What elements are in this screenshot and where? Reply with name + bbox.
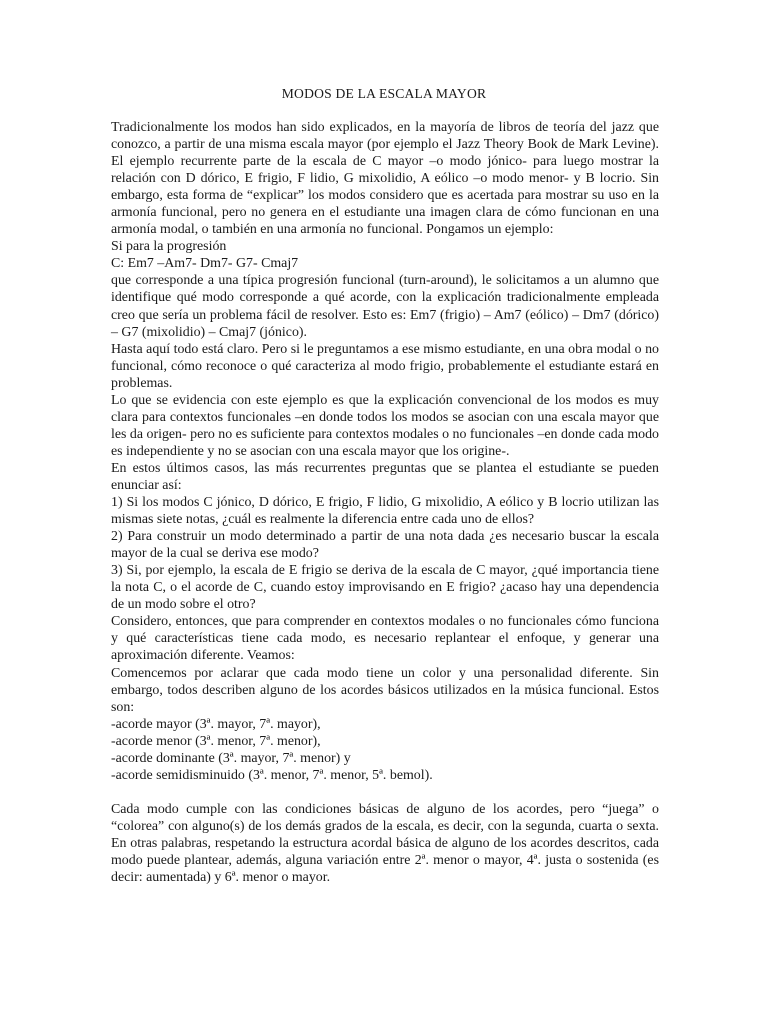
- paragraph-mode-variations: Cada modo cumple con las condiciones básicas de alguno de los acordes, pero “juega” o “colorea” con alguno(s) de los demás grados de la escala, es decir, con la segunda, cuarta o sexta. En otras palabras, respetando la estructura acordal básica de alguno de los acordes descritos, cada modo puede plantear, además, alguna variación entre 2ª. menor o mayor, 4ª. justa o sostenida (es decir: aumentada) y 6ª. menor o mayor.: [111, 801, 659, 886]
- chord-progression-line: C: Em7 –Am7- Dm7- G7- Cmaj7: [111, 256, 299, 272]
- document-title: MODOS DE LA ESCALA MAYOR: [281, 86, 487, 101]
- paragraph-questions-intro: En estos últimos casos, las más recurrentes preguntas que se plantea el estudiante se pueden enunciar así:: [111, 460, 659, 493]
- chord-type-dominant: -acorde dominante (3ª. mayor, 7ª. menor) y: [111, 750, 351, 766]
- paragraph-spacer: [111, 784, 659, 801]
- chord-type-major: -acorde mayor (3ª. mayor, 7ª. mayor),: [111, 716, 321, 732]
- paragraph-new-approach: Considero, entonces, que para comprender en contextos modales o no funcionales cómo funciona y qué características tiene cada modo, es necesario replantear el enfoque, y generar una aproximación diferente. Veamos:: [111, 614, 659, 664]
- chord-type-half-diminished: -acorde semidisminuido (3ª. menor, 7ª. menor, 5ª. bemol).: [111, 767, 433, 783]
- question-2: 2) Para construir un modo determinado a partir de una nota dada ¿es necesario buscar la escala mayor de la cual se deriva ese modo?: [111, 529, 659, 562]
- paragraph-conventional-explanation: Lo que se evidencia con este ejemplo es que la explicación convencional de los modos es muy clara para contextos funcionales –en donde todos los modos se asocian con una escala mayor que les da origen- pero no es suficiente para contextos modales o no funcionales –en donde cada modo es independiente y no se asocian con una escala mayor que los origine-.: [111, 392, 659, 459]
- paragraph-problem: Hasta aquí todo está claro. Pero si le preguntamos a ese mismo estudiante, en una obra modal o no funcional, cómo reconoce o qué caracteriza al modo frigio, probablemente el estudiante estará en problemas.: [111, 341, 659, 391]
- chord-type-minor: -acorde menor (3ª. menor, 7ª. menor),: [111, 733, 321, 749]
- question-3: 3) Si, por ejemplo, la escala de E frigio se deriva de la escala de C mayor, ¿qué importancia tiene la nota C, o el acorde de C, cuando estoy improvisando en E frigio? ¿acaso hay una dependencia de un modo sobre el otro?: [111, 563, 659, 613]
- question-1: 1) Si los modos C jónico, D dórico, E frigio, F lidio, G mixolidio, A eólico y B locrio utilizan las mismas siete notas, ¿cuál es realmente la diferencia entre cada uno de ellos?: [111, 495, 659, 528]
- paragraph-functional-example: que corresponde a una típica progresión funcional (turn-around), le solicitamos a un alumno que identifique qué modo corresponde a qué acorde, con la explicación tradicionalmente empleada creo que sería un problema fácil de resolver. Esto es: Em7 (frigio) – Am7 (eólico) – Dm7 (dórico) – G7 (mixolidio) – Cmaj7 (jónico).: [111, 273, 659, 340]
- paragraph-progression-intro: Si para la progresión: [111, 239, 227, 255]
- document-body: [111, 119, 659, 886]
- paragraph-color-personality: Comencemos por aclarar que cada modo tiene un color y una personalidad diferente. Sin embargo, todos describen alguno de los acordes básicos utilizados en la música funcional. Estos son:: [111, 665, 659, 715]
- paragraph-intro: Tradicionalmente los modos han sido explicados, en la mayoría de libros de teoría del jazz que conozco, a partir de una misma escala mayor (por ejemplo el Jazz Theory Book de Mark Levine). El ejemplo recurrente parte de la escala de C mayor –o modo jónico- para luego mostrar la relación con D dórico, E frigio, F lidio, G mixolidio, A eólico –o modo menor- y B locrio. Sin embargo, esta forma de “explicar” los modos considero que es acertada para mostrar su uso en la armonía funcional, pero no genera en el estudiante una imagen clara de cómo funcionan en una armonía modal, o también en una armonía no funcional. Pongamos un ejemplo:: [111, 120, 659, 238]
